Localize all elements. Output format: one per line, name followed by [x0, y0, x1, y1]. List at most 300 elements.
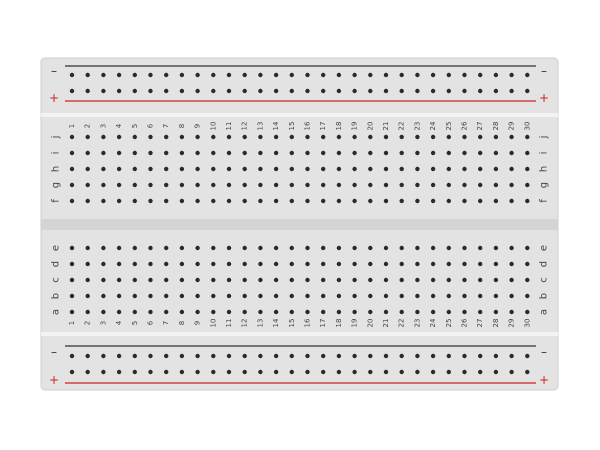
terminal-hole-g-9[interactable] — [195, 183, 199, 187]
top-negative-rail-hole[interactable] — [227, 73, 231, 77]
terminal-hole-a-20[interactable] — [368, 310, 372, 314]
top-positive-rail-hole[interactable] — [86, 89, 90, 93]
terminal-hole-g-12[interactable] — [243, 183, 247, 187]
terminal-hole-e-25[interactable] — [447, 246, 451, 250]
terminal-hole-h-29[interactable] — [509, 167, 513, 171]
bottom-positive-rail-hole[interactable] — [133, 370, 137, 374]
terminal-hole-a-6[interactable] — [148, 310, 152, 314]
bottom-negative-rail-hole[interactable] — [321, 354, 325, 358]
terminal-hole-j-4[interactable] — [117, 135, 121, 139]
terminal-hole-e-29[interactable] — [509, 246, 513, 250]
terminal-hole-i-30[interactable] — [525, 151, 529, 155]
terminal-hole-c-6[interactable] — [148, 278, 152, 282]
terminal-hole-e-11[interactable] — [227, 246, 231, 250]
terminal-hole-e-23[interactable] — [415, 246, 419, 250]
bottom-positive-rail-hole[interactable] — [368, 370, 372, 374]
terminal-hole-d-10[interactable] — [211, 262, 215, 266]
terminal-hole-i-8[interactable] — [180, 151, 184, 155]
terminal-hole-e-17[interactable] — [321, 246, 325, 250]
terminal-hole-j-1[interactable] — [70, 135, 74, 139]
terminal-hole-g-23[interactable] — [415, 183, 419, 187]
terminal-hole-a-16[interactable] — [305, 310, 309, 314]
terminal-hole-i-21[interactable] — [384, 151, 388, 155]
terminal-hole-a-9[interactable] — [195, 310, 199, 314]
terminal-hole-e-16[interactable] — [305, 246, 309, 250]
terminal-hole-e-14[interactable] — [274, 246, 278, 250]
bottom-negative-rail-hole[interactable] — [462, 354, 466, 358]
terminal-hole-c-23[interactable] — [415, 278, 419, 282]
terminal-hole-c-9[interactable] — [195, 278, 199, 282]
terminal-hole-a-3[interactable] — [101, 310, 105, 314]
terminal-hole-h-24[interactable] — [431, 167, 435, 171]
terminal-hole-d-11[interactable] — [227, 262, 231, 266]
bottom-positive-rail-hole[interactable] — [195, 370, 199, 374]
terminal-hole-i-23[interactable] — [415, 151, 419, 155]
top-positive-rail-hole[interactable] — [384, 89, 388, 93]
terminal-hole-j-5[interactable] — [133, 135, 137, 139]
terminal-hole-a-8[interactable] — [180, 310, 184, 314]
terminal-hole-f-17[interactable] — [321, 199, 325, 203]
top-negative-rail-hole[interactable] — [478, 73, 482, 77]
bottom-negative-rail-hole[interactable] — [274, 354, 278, 358]
top-positive-rail-hole[interactable] — [462, 89, 466, 93]
terminal-hole-b-2[interactable] — [86, 294, 90, 298]
bottom-positive-rail-hole[interactable] — [101, 370, 105, 374]
terminal-hole-j-24[interactable] — [431, 135, 435, 139]
terminal-hole-i-14[interactable] — [274, 151, 278, 155]
top-positive-rail-hole[interactable] — [321, 89, 325, 93]
terminal-hole-e-19[interactable] — [352, 246, 356, 250]
terminal-hole-d-14[interactable] — [274, 262, 278, 266]
top-positive-rail-hole[interactable] — [352, 89, 356, 93]
terminal-hole-j-15[interactable] — [290, 135, 294, 139]
terminal-hole-d-4[interactable] — [117, 262, 121, 266]
bottom-positive-rail-hole[interactable] — [290, 370, 294, 374]
terminal-hole-b-5[interactable] — [133, 294, 137, 298]
terminal-hole-f-18[interactable] — [337, 199, 341, 203]
terminal-hole-b-27[interactable] — [478, 294, 482, 298]
terminal-hole-h-28[interactable] — [494, 167, 498, 171]
terminal-hole-e-5[interactable] — [133, 246, 137, 250]
terminal-hole-c-26[interactable] — [462, 278, 466, 282]
terminal-hole-j-21[interactable] — [384, 135, 388, 139]
top-negative-rail-hole[interactable] — [384, 73, 388, 77]
bottom-negative-rail-hole[interactable] — [133, 354, 137, 358]
top-positive-rail-hole[interactable] — [447, 89, 451, 93]
terminal-hole-j-29[interactable] — [509, 135, 513, 139]
top-positive-rail-hole[interactable] — [337, 89, 341, 93]
terminal-hole-c-29[interactable] — [509, 278, 513, 282]
terminal-hole-f-5[interactable] — [133, 199, 137, 203]
top-positive-rail-hole[interactable] — [494, 89, 498, 93]
terminal-hole-e-27[interactable] — [478, 246, 482, 250]
terminal-hole-j-14[interactable] — [274, 135, 278, 139]
terminal-hole-e-28[interactable] — [494, 246, 498, 250]
terminal-hole-b-4[interactable] — [117, 294, 121, 298]
terminal-hole-j-17[interactable] — [321, 135, 325, 139]
terminal-hole-e-26[interactable] — [462, 246, 466, 250]
terminal-hole-g-16[interactable] — [305, 183, 309, 187]
terminal-hole-d-12[interactable] — [243, 262, 247, 266]
terminal-hole-j-25[interactable] — [447, 135, 451, 139]
terminal-hole-i-4[interactable] — [117, 151, 121, 155]
terminal-hole-b-11[interactable] — [227, 294, 231, 298]
terminal-hole-j-28[interactable] — [494, 135, 498, 139]
top-negative-rail-hole[interactable] — [274, 73, 278, 77]
top-negative-rail-hole[interactable] — [509, 73, 513, 77]
terminal-hole-f-3[interactable] — [101, 199, 105, 203]
top-positive-rail-hole[interactable] — [70, 89, 74, 93]
terminal-hole-d-7[interactable] — [164, 262, 168, 266]
terminal-hole-i-6[interactable] — [148, 151, 152, 155]
top-negative-rail-hole[interactable] — [305, 73, 309, 77]
terminal-hole-h-19[interactable] — [352, 167, 356, 171]
terminal-hole-e-4[interactable] — [117, 246, 121, 250]
terminal-hole-f-2[interactable] — [86, 199, 90, 203]
terminal-hole-c-10[interactable] — [211, 278, 215, 282]
terminal-hole-i-9[interactable] — [195, 151, 199, 155]
terminal-hole-a-24[interactable] — [431, 310, 435, 314]
bottom-positive-rail-hole[interactable] — [525, 370, 529, 374]
terminal-hole-a-2[interactable] — [86, 310, 90, 314]
terminal-hole-f-20[interactable] — [368, 199, 372, 203]
terminal-hole-a-12[interactable] — [243, 310, 247, 314]
terminal-hole-g-21[interactable] — [384, 183, 388, 187]
terminal-hole-c-16[interactable] — [305, 278, 309, 282]
bottom-negative-rail-hole[interactable] — [227, 354, 231, 358]
terminal-hole-a-13[interactable] — [258, 310, 262, 314]
bottom-negative-rail-hole[interactable] — [368, 354, 372, 358]
terminal-hole-f-13[interactable] — [258, 199, 262, 203]
terminal-hole-j-26[interactable] — [462, 135, 466, 139]
terminal-hole-c-15[interactable] — [290, 278, 294, 282]
terminal-hole-f-8[interactable] — [180, 199, 184, 203]
top-positive-rail-hole[interactable] — [117, 89, 121, 93]
terminal-hole-i-25[interactable] — [447, 151, 451, 155]
terminal-hole-g-24[interactable] — [431, 183, 435, 187]
terminal-hole-j-19[interactable] — [352, 135, 356, 139]
terminal-hole-h-11[interactable] — [227, 167, 231, 171]
terminal-hole-b-22[interactable] — [400, 294, 404, 298]
terminal-hole-e-3[interactable] — [101, 246, 105, 250]
top-negative-rail-hole[interactable] — [290, 73, 294, 77]
terminal-hole-b-15[interactable] — [290, 294, 294, 298]
terminal-hole-a-25[interactable] — [447, 310, 451, 314]
terminal-hole-f-23[interactable] — [415, 199, 419, 203]
terminal-hole-g-27[interactable] — [478, 183, 482, 187]
terminal-hole-g-11[interactable] — [227, 183, 231, 187]
terminal-hole-d-29[interactable] — [509, 262, 513, 266]
terminal-hole-c-1[interactable] — [70, 278, 74, 282]
terminal-hole-d-15[interactable] — [290, 262, 294, 266]
terminal-hole-b-7[interactable] — [164, 294, 168, 298]
terminal-hole-a-26[interactable] — [462, 310, 466, 314]
bottom-positive-rail-hole[interactable] — [227, 370, 231, 374]
bottom-negative-rail-hole[interactable] — [337, 354, 341, 358]
terminal-hole-a-4[interactable] — [117, 310, 121, 314]
bottom-positive-rail-hole[interactable] — [352, 370, 356, 374]
terminal-hole-f-16[interactable] — [305, 199, 309, 203]
terminal-hole-d-17[interactable] — [321, 262, 325, 266]
terminal-hole-c-3[interactable] — [101, 278, 105, 282]
terminal-hole-b-18[interactable] — [337, 294, 341, 298]
terminal-hole-h-26[interactable] — [462, 167, 466, 171]
terminal-hole-e-18[interactable] — [337, 246, 341, 250]
terminal-hole-f-28[interactable] — [494, 199, 498, 203]
bottom-negative-rail-hole[interactable] — [164, 354, 168, 358]
terminal-hole-h-25[interactable] — [447, 167, 451, 171]
terminal-hole-g-3[interactable] — [101, 183, 105, 187]
bottom-positive-rail-hole[interactable] — [274, 370, 278, 374]
terminal-hole-b-14[interactable] — [274, 294, 278, 298]
terminal-hole-h-16[interactable] — [305, 167, 309, 171]
bottom-positive-rail-hole[interactable] — [509, 370, 513, 374]
terminal-hole-h-21[interactable] — [384, 167, 388, 171]
terminal-hole-b-10[interactable] — [211, 294, 215, 298]
terminal-hole-h-27[interactable] — [478, 167, 482, 171]
top-positive-rail-hole[interactable] — [164, 89, 168, 93]
top-negative-rail-hole[interactable] — [447, 73, 451, 77]
terminal-hole-a-23[interactable] — [415, 310, 419, 314]
terminal-hole-f-4[interactable] — [117, 199, 121, 203]
bottom-positive-rail-hole[interactable] — [211, 370, 215, 374]
top-negative-rail-hole[interactable] — [321, 73, 325, 77]
top-positive-rail-hole[interactable] — [227, 89, 231, 93]
bottom-negative-rail-hole[interactable] — [117, 354, 121, 358]
terminal-hole-a-5[interactable] — [133, 310, 137, 314]
bottom-positive-rail-hole[interactable] — [148, 370, 152, 374]
terminal-hole-f-15[interactable] — [290, 199, 294, 203]
terminal-hole-f-10[interactable] — [211, 199, 215, 203]
terminal-hole-i-12[interactable] — [243, 151, 247, 155]
terminal-hole-c-25[interactable] — [447, 278, 451, 282]
terminal-hole-f-19[interactable] — [352, 199, 356, 203]
bottom-negative-rail-hole[interactable] — [415, 354, 419, 358]
terminal-hole-i-19[interactable] — [352, 151, 356, 155]
bottom-negative-rail-hole[interactable] — [211, 354, 215, 358]
terminal-hole-c-20[interactable] — [368, 278, 372, 282]
terminal-hole-g-22[interactable] — [400, 183, 404, 187]
terminal-hole-f-27[interactable] — [478, 199, 482, 203]
terminal-hole-i-15[interactable] — [290, 151, 294, 155]
bottom-positive-rail-hole[interactable] — [415, 370, 419, 374]
bottom-negative-rail-hole[interactable] — [400, 354, 404, 358]
terminal-hole-b-28[interactable] — [494, 294, 498, 298]
terminal-hole-c-13[interactable] — [258, 278, 262, 282]
terminal-hole-j-11[interactable] — [227, 135, 231, 139]
bottom-negative-rail-hole[interactable] — [494, 354, 498, 358]
bottom-positive-rail-hole[interactable] — [321, 370, 325, 374]
terminal-hole-b-13[interactable] — [258, 294, 262, 298]
terminal-hole-b-30[interactable] — [525, 294, 529, 298]
terminal-hole-j-23[interactable] — [415, 135, 419, 139]
bottom-negative-rail-hole[interactable] — [525, 354, 529, 358]
terminal-hole-d-30[interactable] — [525, 262, 529, 266]
terminal-hole-h-2[interactable] — [86, 167, 90, 171]
bottom-negative-rail-hole[interactable] — [148, 354, 152, 358]
bottom-positive-rail-hole[interactable] — [384, 370, 388, 374]
terminal-hole-g-25[interactable] — [447, 183, 451, 187]
terminal-hole-b-1[interactable] — [70, 294, 74, 298]
terminal-hole-f-1[interactable] — [70, 199, 74, 203]
bottom-positive-rail-hole[interactable] — [337, 370, 341, 374]
bottom-positive-rail-hole[interactable] — [400, 370, 404, 374]
terminal-hole-f-6[interactable] — [148, 199, 152, 203]
terminal-hole-e-2[interactable] — [86, 246, 90, 250]
bottom-positive-rail-hole[interactable] — [478, 370, 482, 374]
terminal-hole-g-28[interactable] — [494, 183, 498, 187]
top-positive-rail-hole[interactable] — [195, 89, 199, 93]
terminal-hole-c-11[interactable] — [227, 278, 231, 282]
terminal-hole-d-19[interactable] — [352, 262, 356, 266]
terminal-hole-c-24[interactable] — [431, 278, 435, 282]
bottom-negative-rail-hole[interactable] — [431, 354, 435, 358]
terminal-hole-h-20[interactable] — [368, 167, 372, 171]
terminal-hole-e-21[interactable] — [384, 246, 388, 250]
top-positive-rail-hole[interactable] — [525, 89, 529, 93]
terminal-hole-j-18[interactable] — [337, 135, 341, 139]
terminal-hole-j-30[interactable] — [525, 135, 529, 139]
bottom-negative-rail-hole[interactable] — [258, 354, 262, 358]
terminal-hole-j-6[interactable] — [148, 135, 152, 139]
bottom-negative-rail-hole[interactable] — [384, 354, 388, 358]
terminal-hole-f-14[interactable] — [274, 199, 278, 203]
terminal-hole-b-23[interactable] — [415, 294, 419, 298]
top-positive-rail-hole[interactable] — [258, 89, 262, 93]
terminal-hole-a-19[interactable] — [352, 310, 356, 314]
terminal-hole-f-7[interactable] — [164, 199, 168, 203]
terminal-hole-c-2[interactable] — [86, 278, 90, 282]
bottom-positive-rail-hole[interactable] — [164, 370, 168, 374]
terminal-hole-a-18[interactable] — [337, 310, 341, 314]
terminal-hole-g-1[interactable] — [70, 183, 74, 187]
terminal-hole-c-27[interactable] — [478, 278, 482, 282]
bottom-positive-rail-hole[interactable] — [117, 370, 121, 374]
terminal-hole-b-21[interactable] — [384, 294, 388, 298]
terminal-hole-i-1[interactable] — [70, 151, 74, 155]
terminal-hole-d-2[interactable] — [86, 262, 90, 266]
terminal-hole-j-13[interactable] — [258, 135, 262, 139]
terminal-hole-i-7[interactable] — [164, 151, 168, 155]
terminal-hole-c-8[interactable] — [180, 278, 184, 282]
bottom-negative-rail-hole[interactable] — [305, 354, 309, 358]
terminal-hole-f-25[interactable] — [447, 199, 451, 203]
bottom-positive-rail-hole[interactable] — [258, 370, 262, 374]
terminal-hole-g-26[interactable] — [462, 183, 466, 187]
terminal-hole-i-28[interactable] — [494, 151, 498, 155]
top-negative-rail-hole[interactable] — [195, 73, 199, 77]
terminal-hole-f-26[interactable] — [462, 199, 466, 203]
terminal-hole-b-20[interactable] — [368, 294, 372, 298]
terminal-hole-h-13[interactable] — [258, 167, 262, 171]
terminal-hole-j-10[interactable] — [211, 135, 215, 139]
terminal-hole-a-30[interactable] — [525, 310, 529, 314]
terminal-hole-b-29[interactable] — [509, 294, 513, 298]
terminal-hole-e-1[interactable] — [70, 246, 74, 250]
top-negative-rail-hole[interactable] — [525, 73, 529, 77]
terminal-hole-a-22[interactable] — [400, 310, 404, 314]
terminal-hole-g-2[interactable] — [86, 183, 90, 187]
terminal-hole-d-26[interactable] — [462, 262, 466, 266]
bottom-negative-rail-hole[interactable] — [447, 354, 451, 358]
terminal-hole-j-7[interactable] — [164, 135, 168, 139]
top-negative-rail-hole[interactable] — [415, 73, 419, 77]
bottom-positive-rail-hole[interactable] — [86, 370, 90, 374]
terminal-hole-c-21[interactable] — [384, 278, 388, 282]
terminal-hole-j-9[interactable] — [195, 135, 199, 139]
terminal-hole-a-21[interactable] — [384, 310, 388, 314]
terminal-hole-c-18[interactable] — [337, 278, 341, 282]
terminal-hole-d-13[interactable] — [258, 262, 262, 266]
terminal-hole-c-7[interactable] — [164, 278, 168, 282]
terminal-hole-a-7[interactable] — [164, 310, 168, 314]
terminal-hole-d-24[interactable] — [431, 262, 435, 266]
terminal-hole-c-30[interactable] — [525, 278, 529, 282]
bottom-positive-rail-hole[interactable] — [70, 370, 74, 374]
terminal-hole-i-5[interactable] — [133, 151, 137, 155]
terminal-hole-c-19[interactable] — [352, 278, 356, 282]
terminal-hole-i-22[interactable] — [400, 151, 404, 155]
terminal-hole-e-13[interactable] — [258, 246, 262, 250]
top-negative-rail-hole[interactable] — [431, 73, 435, 77]
bottom-negative-rail-hole[interactable] — [352, 354, 356, 358]
bottom-negative-rail-hole[interactable] — [101, 354, 105, 358]
terminal-hole-c-14[interactable] — [274, 278, 278, 282]
terminal-hole-d-18[interactable] — [337, 262, 341, 266]
bottom-negative-rail-hole[interactable] — [509, 354, 513, 358]
terminal-hole-f-21[interactable] — [384, 199, 388, 203]
terminal-hole-i-11[interactable] — [227, 151, 231, 155]
terminal-hole-d-21[interactable] — [384, 262, 388, 266]
top-positive-rail-hole[interactable] — [243, 89, 247, 93]
top-negative-rail-hole[interactable] — [368, 73, 372, 77]
terminal-hole-d-23[interactable] — [415, 262, 419, 266]
terminal-hole-h-4[interactable] — [117, 167, 121, 171]
terminal-hole-g-7[interactable] — [164, 183, 168, 187]
bottom-positive-rail-hole[interactable] — [447, 370, 451, 374]
terminal-hole-j-3[interactable] — [101, 135, 105, 139]
top-positive-rail-hole[interactable] — [101, 89, 105, 93]
top-negative-rail-hole[interactable] — [70, 73, 74, 77]
terminal-hole-h-18[interactable] — [337, 167, 341, 171]
terminal-hole-g-13[interactable] — [258, 183, 262, 187]
bottom-negative-rail-hole[interactable] — [290, 354, 294, 358]
terminal-hole-d-8[interactable] — [180, 262, 184, 266]
terminal-hole-e-30[interactable] — [525, 246, 529, 250]
terminal-hole-i-3[interactable] — [101, 151, 105, 155]
terminal-hole-h-5[interactable] — [133, 167, 137, 171]
terminal-hole-j-2[interactable] — [86, 135, 90, 139]
bottom-negative-rail-hole[interactable] — [243, 354, 247, 358]
terminal-hole-f-29[interactable] — [509, 199, 513, 203]
terminal-hole-h-6[interactable] — [148, 167, 152, 171]
terminal-hole-f-24[interactable] — [431, 199, 435, 203]
terminal-hole-a-1[interactable] — [70, 310, 74, 314]
terminal-hole-g-15[interactable] — [290, 183, 294, 187]
terminal-hole-e-24[interactable] — [431, 246, 435, 250]
terminal-hole-h-7[interactable] — [164, 167, 168, 171]
terminal-hole-h-12[interactable] — [243, 167, 247, 171]
terminal-hole-f-12[interactable] — [243, 199, 247, 203]
terminal-hole-g-5[interactable] — [133, 183, 137, 187]
top-positive-rail-hole[interactable] — [305, 89, 309, 93]
terminal-hole-h-3[interactable] — [101, 167, 105, 171]
terminal-hole-i-17[interactable] — [321, 151, 325, 155]
terminal-hole-j-16[interactable] — [305, 135, 309, 139]
terminal-hole-j-12[interactable] — [243, 135, 247, 139]
terminal-hole-b-24[interactable] — [431, 294, 435, 298]
terminal-hole-h-22[interactable] — [400, 167, 404, 171]
